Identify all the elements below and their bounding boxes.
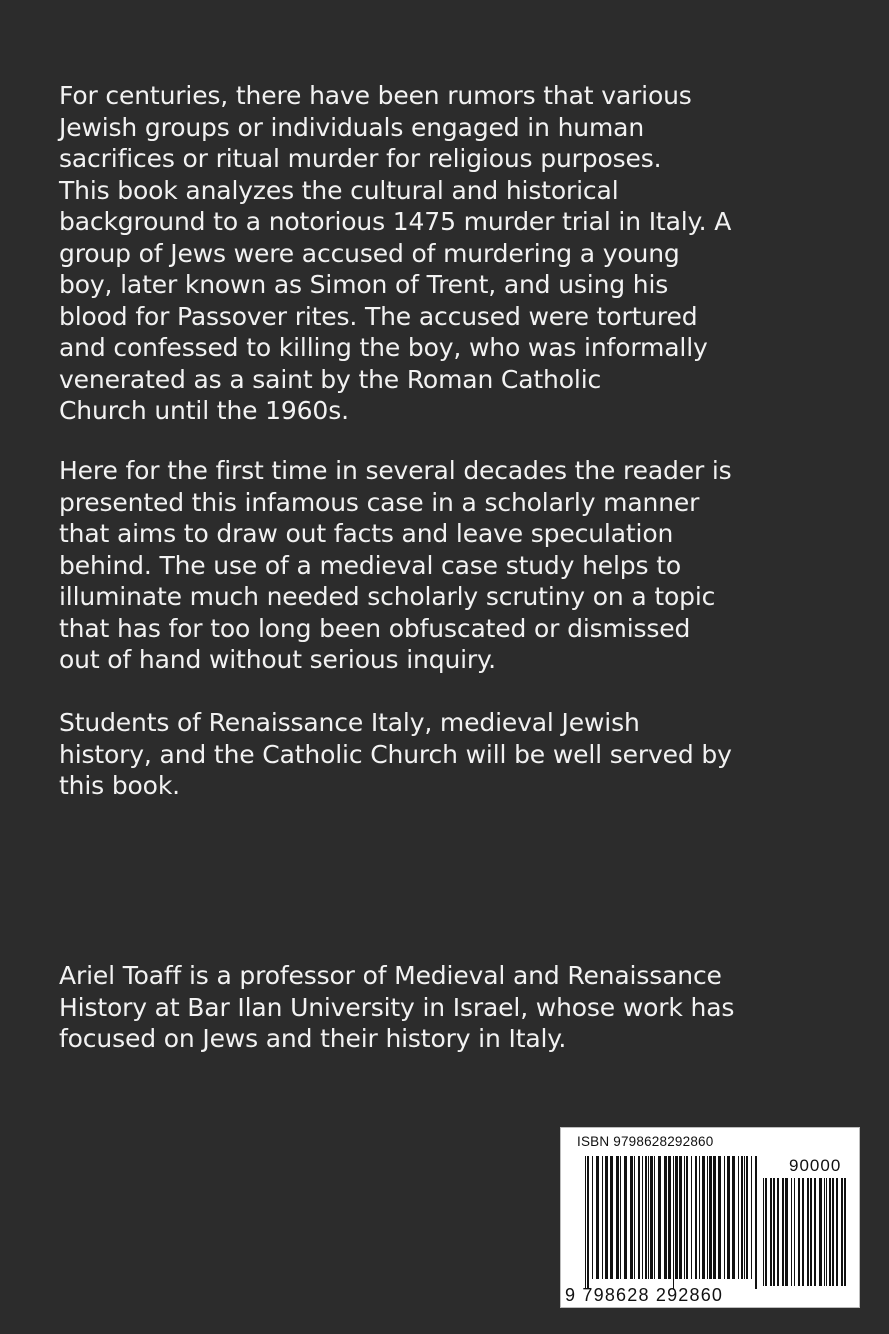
text-line: and confessed to killing the boy, who was informally [59, 333, 708, 362]
barcode-bar [605, 1156, 608, 1279]
barcode-bar [592, 1156, 593, 1279]
barcode-bar [836, 1178, 838, 1286]
barcode-bar [798, 1178, 800, 1286]
barcode-bar [732, 1156, 735, 1279]
text-line: this book. [59, 771, 180, 800]
barcode-bar [642, 1156, 643, 1279]
barcode-bar [763, 1178, 764, 1286]
text-line: background to a notorious 1475 murder trial in Italy. A [59, 207, 732, 236]
text-line: Church until the 1960s. [59, 396, 349, 425]
barcode-bar [782, 1178, 784, 1286]
barcode-bar [691, 1156, 692, 1279]
barcode-bar [624, 1156, 627, 1279]
barcode-bar [587, 1156, 589, 1289]
text-line: Jewish groups or individuals engaged in human [59, 112, 645, 142]
barcode-bar [664, 1156, 667, 1279]
barcode-bar [616, 1156, 619, 1279]
barcode-bar [794, 1178, 795, 1286]
barcode-bar [810, 1178, 812, 1286]
barcode-bar [650, 1156, 653, 1279]
text-line: presented this infamous case in a scholarly manner [59, 487, 700, 517]
barcode-bar [755, 1156, 757, 1289]
isbn-human-readable: 9 798628 292860 [565, 1285, 724, 1305]
text-line: group of Jews were accused of murdering a young [59, 238, 680, 268]
barcode-bar [684, 1156, 685, 1279]
text-line: history, and the Catholic Church will be well served by [59, 739, 732, 769]
addon-bars [763, 1178, 846, 1286]
text-line: out of hand without serious inquiry. [59, 645, 496, 674]
barcode-bar [634, 1156, 635, 1279]
isbn-label: ISBN 9798628292860 [577, 1134, 714, 1149]
barcode-bar [673, 1156, 674, 1289]
barcode-bar [724, 1156, 725, 1279]
barcode-addon-digits: 90000 [789, 1156, 842, 1175]
barcode-bar [695, 1156, 697, 1279]
barcode-bar [751, 1156, 752, 1279]
barcode-bar [658, 1156, 661, 1279]
barcode-bar [596, 1156, 599, 1279]
description-paragraph-1 [59, 80, 849, 427]
barcode-bar [773, 1178, 775, 1286]
barcode-bar [765, 1178, 767, 1286]
barcode-bar [746, 1156, 748, 1279]
barcode-bar [638, 1156, 640, 1279]
barcode-bar [702, 1156, 705, 1279]
barcode-bar [679, 1156, 682, 1279]
text-line: blood for Passover rites. The accused were tortured [59, 301, 698, 331]
text-line: illuminate much needed scholarly scrutiny on a topic [59, 582, 716, 611]
isbn-barcode [560, 1127, 860, 1308]
author-bio [59, 960, 849, 1055]
text-line: Here for the first time in several decades the reader is [59, 456, 732, 485]
barcode-bar [824, 1178, 825, 1286]
barcode-bar [602, 1156, 603, 1279]
description-paragraph-3 [59, 707, 849, 802]
barcode-bar [777, 1178, 779, 1286]
barcode-bar [654, 1156, 655, 1279]
text-line: that has for too long been obfuscated or dismissed [59, 613, 691, 643]
barcode-bar [718, 1156, 721, 1279]
text-line: This book analyzes the cultural and historical [59, 175, 619, 205]
barcode-bar [741, 1156, 743, 1279]
barcode-bar [709, 1156, 712, 1279]
barcode-bar [620, 1156, 621, 1279]
text-line: History at Bar Ilan University in Israel, whose work has [59, 992, 735, 1022]
text-line: that aims to draw out facts and leave speculation [59, 519, 674, 548]
barcode-bar [770, 1178, 772, 1286]
barcode-bar [826, 1178, 827, 1286]
barcode-bar [713, 1156, 716, 1279]
text-line: venerated as a saint by the Roman Catholic [59, 364, 602, 394]
text-line: sacrifices or ritual murder for religious purposes. [59, 144, 662, 173]
barcode-bar [630, 1156, 633, 1279]
text-line: focused on Jews and their history in Italy. [59, 1024, 567, 1053]
text-line: Students of Renaissance Italy, medieval Jewish [59, 708, 640, 737]
barcode-bar [675, 1156, 678, 1279]
barcode-bar [841, 1178, 843, 1286]
barcode-bar [738, 1156, 739, 1279]
barcode-bar [744, 1156, 745, 1279]
barcode-bar [668, 1156, 671, 1279]
barcode-bar [727, 1156, 730, 1279]
barcode-bar [610, 1156, 613, 1279]
text-line: boy, later known as Simon of Trent, and using his [59, 270, 669, 299]
ean-bars [585, 1156, 757, 1289]
barcode-bar [707, 1156, 708, 1279]
barcode-bar [814, 1178, 816, 1286]
text-line: For centuries, there have been rumors that various [59, 81, 692, 110]
barcode-bar [829, 1178, 831, 1286]
barcode-bar [785, 1178, 788, 1286]
barcode-bars [561, 1128, 859, 1307]
barcode-bar [585, 1156, 586, 1289]
barcode-bar [686, 1156, 688, 1279]
text-line: behind. The use of a medieval case study helps to [59, 550, 681, 580]
barcode-bar [819, 1178, 822, 1286]
barcode-bar [802, 1178, 804, 1286]
description-paragraph-2 [59, 455, 849, 676]
barcode-bar [844, 1178, 846, 1286]
barcode-bar [807, 1178, 809, 1286]
barcode-bar [791, 1178, 792, 1286]
barcode-bar [645, 1156, 647, 1279]
barcode-bar [699, 1156, 700, 1279]
barcode-bar [648, 1156, 649, 1279]
text-line: Ariel Toaff is a professor of Medieval and Renaissance [59, 961, 722, 990]
barcode-bar [832, 1178, 834, 1286]
